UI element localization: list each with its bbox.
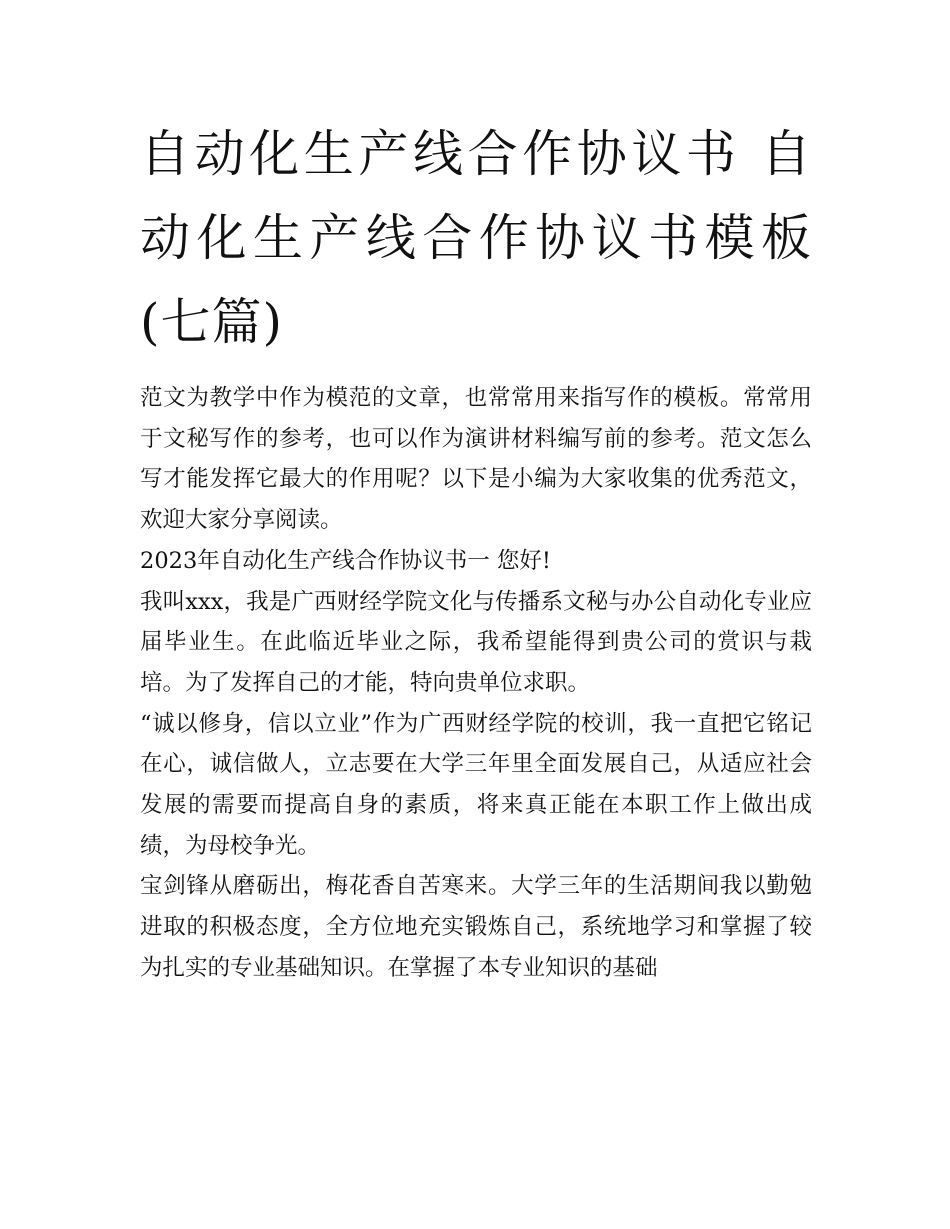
document-title: 自动化生产线合作协议书 自动化生产线合作协议书模板(七篇) — [140, 125, 812, 351]
paragraph-self-introduction: 我叫xxx，我是广西财经学院文化与传播系文秘与办公自动化专业应届毕业生。在此临近毕业之际，我希望能得到贵公司的赏识与栽培。为了发挥自己的才能，特向贵单位求职。 — [140, 588, 812, 696]
document-page — [140, 112, 812, 989]
document-body — [140, 378, 812, 989]
paragraph-school-motto: “诚以修身，信以立业”作为广西财经学院的校训，我一直把它铭记在心，诚信做人，立志要在大学三年里全面发展自己，从适应社会发展的需要而提高自身的素质，将来真正能在本职工作上做出成绩，为母校争光。 — [140, 710, 812, 859]
paragraph-intro: 范文为教学中作为模范的文章，也常常用来指写作的模板。常常用于文秘写作的参考，也可以作为演讲材料编写前的参考。范文怎么写才能发挥它最大的作用呢？以下是小编为大家收集的优秀范文，欢迎大家分享阅读。 — [140, 385, 812, 534]
paragraph-letter-heading: 2023年自动化生产线合作协议书一 您好! — [140, 547, 551, 574]
paragraph-study-experience: 宝剑锋从磨砺出，梅花香自苦寒来。大学三年的生活期间我以勤勉进取的积极态度，全方位地充实锻炼自己，系统地学习和掌握了较为扎实的专业基础知识。在掌握了本专业知识的基础 — [140, 873, 812, 981]
